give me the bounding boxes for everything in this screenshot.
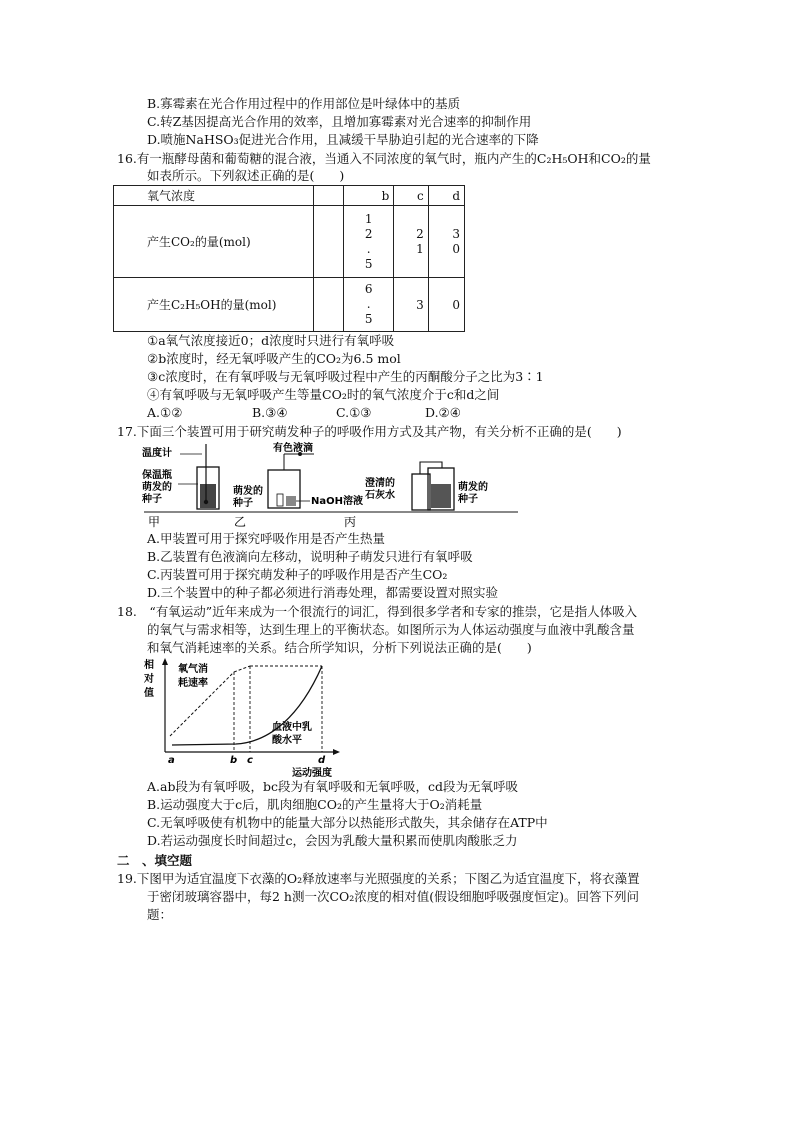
q17-option-b: B.乙装置有色液滴向左移动，说明种子萌发只进行有氧呼吸 — [147, 549, 473, 564]
q16-statement-3: ③c浓度时，在有氧呼吸与无氧呼吸过程中产生的丙酮酸分子之比为3∶1 — [147, 369, 544, 384]
header-c: c — [394, 186, 428, 206]
label-seeds-jia-2: 种子 — [142, 494, 162, 505]
label-seeds-yi-2: 种子 — [233, 498, 253, 509]
row-co2-a — [314, 206, 344, 278]
digit: 1 — [416, 241, 424, 256]
table-header-row — [114, 186, 465, 206]
ylabel-3: 值 — [144, 688, 154, 699]
q18-option-b: B.运动强度大于c后，肌肉细胞CO₂的产生量将大于O₂消耗量 — [147, 797, 483, 812]
row-co2-d — [428, 206, 464, 278]
apparatus-yi — [232, 441, 363, 509]
row-ethanol-a — [314, 278, 344, 332]
q17-option-c: C.丙装置可用于探究萌发种子的呼吸作用是否产生CO₂ — [147, 567, 448, 582]
table-row-ethanol — [114, 278, 465, 332]
y-axis-arrow-icon — [162, 658, 168, 665]
digit: 5 — [364, 312, 373, 326]
x-axis-arrow-icon — [333, 749, 340, 755]
row-ethanol-label: 产生C₂H₅OH的量(mol) — [114, 278, 314, 332]
xlabel: 运动强度 — [292, 768, 332, 778]
q18-graph — [140, 656, 350, 778]
header-b: b — [344, 186, 394, 206]
header-d: d — [428, 186, 464, 206]
q17-option-d: D.三个装置中的种子都必须进行消毒处理，都需要设置对照实验 — [147, 585, 499, 600]
q18-option-d: D.若运动强度长时间超过c，会因为乳酸大量积累而使肌肉酸胀乏力 — [147, 833, 518, 848]
q17-stem: 17.下面三个装置可用于研究萌发种子的呼吸作用方式及其产物，有关分析不正确的是( ) — [117, 424, 622, 439]
q17-option-a: A.甲装置可用于探究呼吸作用是否产生热量 — [147, 531, 386, 546]
section-heading: 二 、填空题 — [117, 853, 193, 868]
q18-stem-line1: 18. “有氧运动”近年来成为一个很流行的词汇，得到很多学者和专家的推崇，它是指人体吸入 — [117, 604, 638, 619]
o2-label-2: 耗速率 — [178, 678, 208, 689]
q18-option-a: A.ab段为有氧呼吸，bc段为有氧呼吸和无氧呼吸，cd段为无氧呼吸 — [147, 779, 518, 794]
q19-stem-line2: 于密闭玻璃容器中，每2 h测一次CO₂浓度的相对值(假设细胞呼吸强度恒定)。回答下列问 — [147, 889, 640, 904]
seeds-yi-icon — [286, 496, 296, 506]
lactate-label-1: 血液中乳 — [272, 722, 312, 733]
q16-stem-line1: 16.有一瓶酵母菌和葡萄糖的混合液，当通入不同浓度的氧气时，瓶内产生的C₂H₅OH和CO₂的量 — [117, 151, 651, 166]
digit: 2 — [364, 226, 373, 241]
tick-c: c — [247, 755, 253, 766]
q15-option-d: D.喷施NaHSO₃促进光合作用，且减缓干旱胁迫引起的光合速率的下降 — [147, 132, 539, 147]
row-ethanol-b — [344, 278, 394, 332]
limewater-bottle-icon — [412, 474, 430, 510]
label-seeds-jia-1: 萌发的 — [142, 482, 172, 493]
q18-stem-line2: 的氧气与需求相等，达到生理上的平衡状态。如图所示为人体运动强度与血液中乳酸含量 — [147, 622, 635, 637]
digit: 3 — [452, 226, 460, 241]
tick-a: a — [168, 755, 175, 766]
q18-option-c: C.无氧呼吸使有机物中的能量大部分以热能形式散失，其余储存在ATP中 — [147, 815, 548, 830]
digit: 2 — [416, 226, 424, 241]
o2-label-1: 氧气消 — [178, 664, 208, 675]
row-ethanol-d: 0 — [428, 278, 464, 332]
ylabel-1: 相 — [144, 660, 154, 671]
q16-statement-1: ①a氧气浓度接近0；d浓度时只进行有氧呼吸 — [147, 333, 395, 348]
label-limewater-1: 澄清的 — [365, 478, 395, 489]
header-oxygen: 氧气浓度 — [114, 186, 314, 206]
tick-d: d — [318, 755, 326, 766]
seeds-bing-icon — [431, 484, 451, 508]
label-seeds-yi-1: 萌发的 — [233, 486, 263, 497]
label-jia: 甲 — [148, 515, 161, 529]
row-co2-label: 产生CO₂的量(mol) — [114, 206, 314, 278]
ylabel-2: 对 — [144, 674, 154, 685]
q16-choice-d: D.②④ — [425, 405, 461, 420]
q16-choice-a: A.①② — [147, 405, 183, 420]
q16-choice-b: B.③④ — [252, 405, 288, 420]
digit: . — [366, 297, 371, 311]
row-co2-c — [394, 206, 428, 278]
digit: 5 — [364, 256, 373, 271]
label-colored-drop: 有色液滴 — [273, 443, 313, 454]
label-naoh: NaOH溶液 — [311, 496, 363, 507]
table-row-co2 — [114, 206, 465, 278]
o2-consumption-plateau — [234, 666, 250, 672]
digit: . — [366, 241, 371, 256]
q16-table — [113, 185, 465, 332]
label-thermos: 保温瓶 — [142, 470, 172, 481]
row-ethanol-c: 3 — [394, 278, 428, 332]
q16-statement-2: ②b浓度时，经无氧呼吸产生的CO₂为6.5 mol — [147, 351, 401, 366]
naoh-tube-icon — [277, 494, 283, 506]
q17-apparatus-figure — [140, 440, 520, 530]
digit: 0 — [452, 241, 460, 256]
label-seeds-bing-2: 种子 — [458, 494, 478, 505]
q16-statement-4: ④有氧呼吸与无氧呼吸产生等量CO₂时的氧气浓度介于c和d之间 — [147, 387, 500, 402]
label-yi: 乙 — [234, 515, 247, 529]
label-seeds-bing-1: 萌发的 — [458, 482, 488, 493]
q19-stem-line1: 19.下图甲为适宜温度下衣藻的O₂释放速率与光照强度的关系；下图乙为适宜温度下，将衣藻置 — [117, 871, 640, 886]
q16-choice-c: C.①③ — [336, 405, 372, 420]
q18-stem-line3: 和氧气消耗速率的关系。结合所学知识，分析下列说法正确的是( ) — [147, 640, 532, 655]
apparatus-bing — [365, 462, 488, 510]
seeds-fill-icon — [200, 484, 216, 508]
label-limewater-2: 石灰水 — [365, 490, 395, 501]
q16-stem-line2: 如表所示。下列叙述正确的是( ) — [147, 168, 345, 183]
tick-b: b — [230, 755, 238, 766]
row-co2-b — [344, 206, 394, 278]
q15-option-c: C.转Z基因提高光合作用的效率，且增加寡霉素对光合速率的抑制作用 — [147, 114, 532, 129]
lactate-label-2: 酸水平 — [272, 735, 302, 746]
apparatus-jia — [141, 444, 219, 509]
q19-stem-line3: 题： — [147, 907, 173, 922]
label-bing: 丙 — [344, 515, 357, 529]
header-a — [314, 186, 344, 206]
digit: 6 — [364, 282, 373, 296]
q15-option-b: B.寡霉素在光合作用过程中的作用部位是叶绿体中的基质 — [147, 96, 461, 111]
digit: 1 — [364, 211, 373, 226]
label-thermometer: 温度计 — [142, 448, 172, 459]
